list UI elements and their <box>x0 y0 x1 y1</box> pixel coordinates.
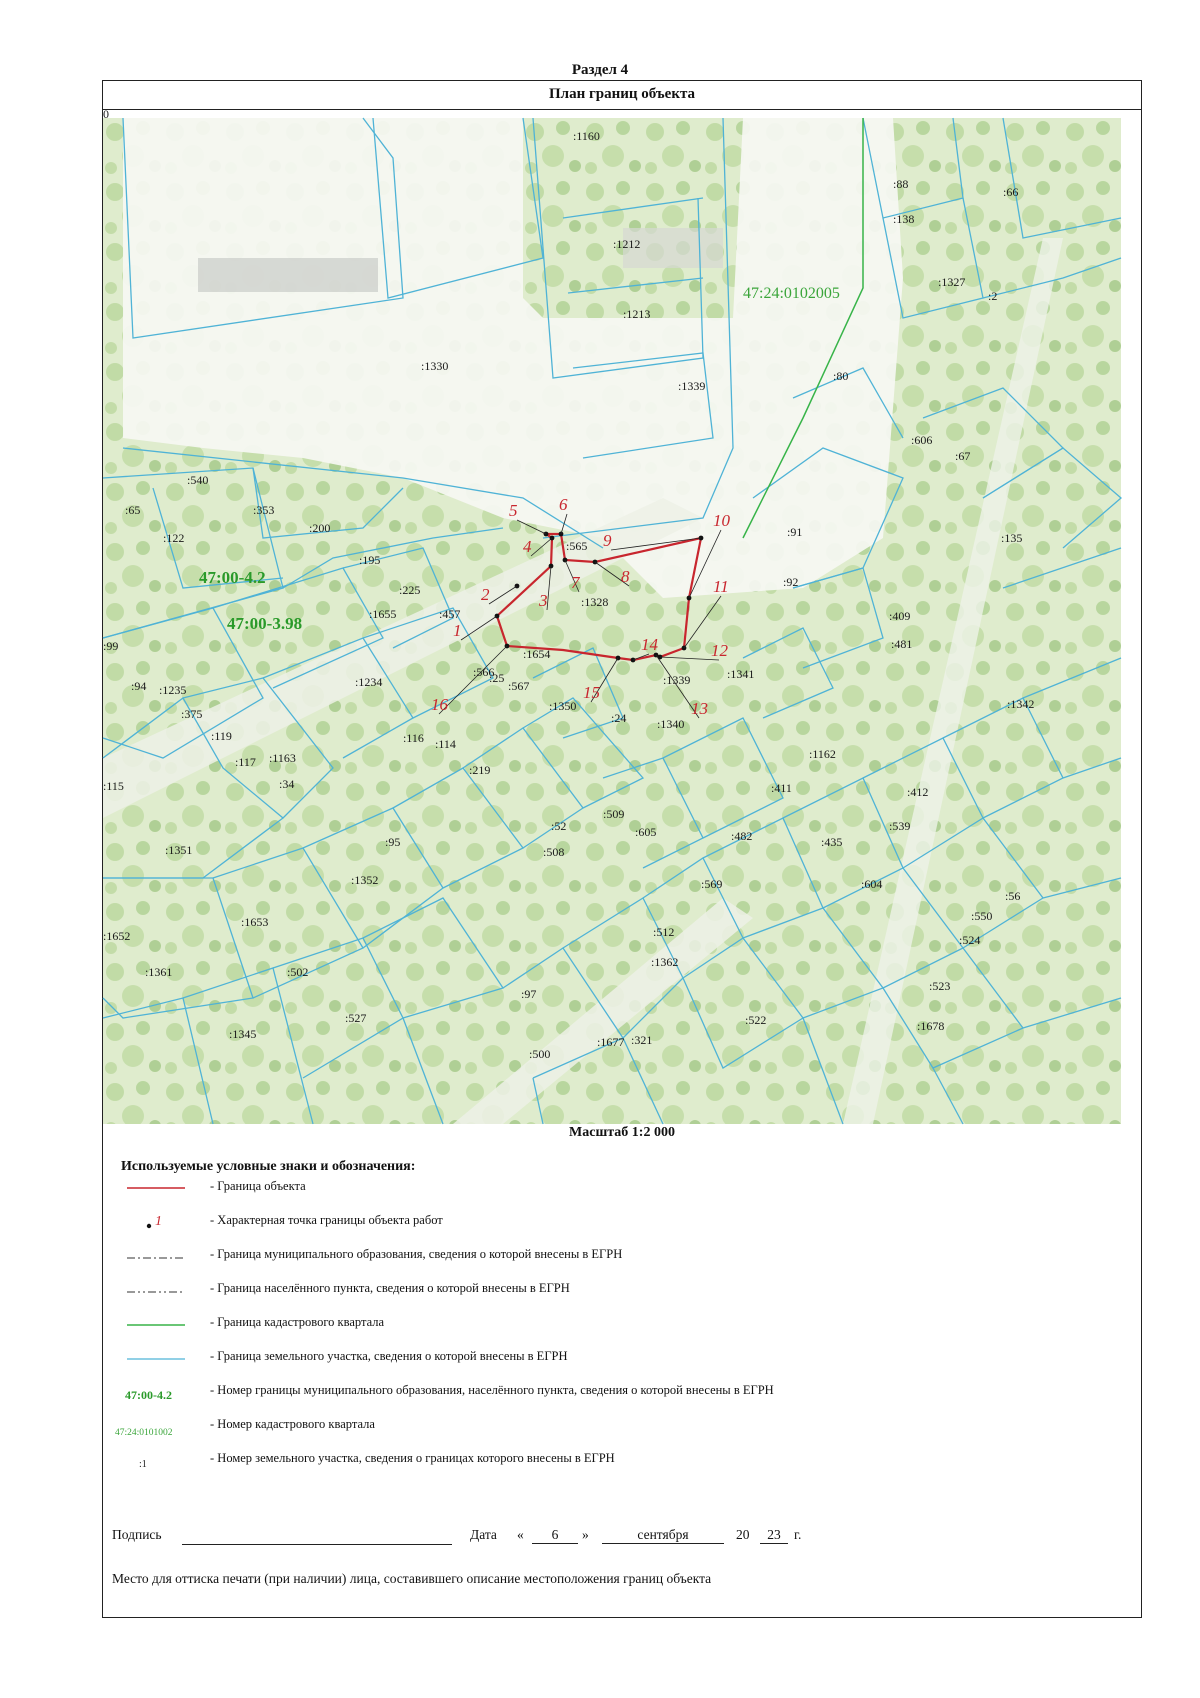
signature-field[interactable] <box>182 1527 452 1545</box>
parcel-number-label: :24 <box>611 711 627 725</box>
parcel-number-label: :482 <box>731 829 753 843</box>
parcel-number-label: :1345 <box>229 1027 257 1041</box>
date-open-quote: « <box>517 1527 524 1542</box>
block-number-symbol <box>113 1411 203 1441</box>
parcel-number-label: :2 <box>988 289 998 303</box>
map-scale: Масштаб 1:2 000 <box>569 1125 675 1140</box>
point-number-label: 3 <box>539 591 548 610</box>
parcel-number-label: :375 <box>181 707 203 721</box>
parcel-number-label: :1351 <box>165 843 193 857</box>
legend-item-block-boundary <box>113 1309 1113 1339</box>
parcel-number-label: :540 <box>187 473 209 487</box>
parcel-number-label: :219 <box>469 763 491 777</box>
parcel-number-label: :411 <box>771 781 792 795</box>
parcel-number-label: :1162 <box>809 747 836 761</box>
point-number-label: 8 <box>621 567 630 586</box>
parcel-number-label: :604 <box>861 877 883 891</box>
parcel-number-label: :527 <box>345 1011 367 1025</box>
parcel-number-label: :65 <box>125 503 141 517</box>
parcel-number-label: :122 <box>163 531 185 545</box>
parcel-number-label: :34 <box>279 777 295 791</box>
legend-item-municipal-boundary <box>113 1241 1113 1271</box>
parcel-number-label: :321 <box>631 1033 653 1047</box>
parcel-number-label: :457 <box>439 607 461 621</box>
symbol-text: 47:24:0101002 <box>115 1428 173 1438</box>
date-year-prefix: 20 <box>736 1527 750 1542</box>
symbol-text: 47:00-4.2 <box>125 1388 172 1402</box>
parcel-number-label: :138 <box>893 212 915 226</box>
parcel-number-label: :606 <box>911 433 933 447</box>
parcel-number-label: :412 <box>907 785 929 799</box>
point-number-label: 2 <box>481 585 490 604</box>
parcel-number-label: :25 <box>489 671 505 685</box>
parcel-number-label: :94 <box>131 679 147 693</box>
parcel-number-label: :1350 <box>549 699 577 713</box>
parcel-number-label: :225 <box>399 583 421 597</box>
parcel-number-label: :508 <box>543 845 565 859</box>
seal-text: Место для оттиска печати (при наличии) лица, составившего описание местоположения границ объекта <box>112 1571 712 1586</box>
legend-item-block-number <box>113 1411 1113 1441</box>
dash-dot-line-icon <box>113 1241 203 1271</box>
point-number-label: 15 <box>583 683 600 702</box>
legend-text: - Граница земельного участка, сведения о которой внесены в ЕГРН <box>210 1349 568 1363</box>
parcel-number-label: :1361 <box>145 965 173 979</box>
point-number-label: 1 <box>453 621 462 640</box>
parcel-number-label: :1678 <box>917 1019 945 1033</box>
parcel-number-label: :135 <box>1001 531 1023 545</box>
legend-text: - Граница объекта <box>210 1179 306 1193</box>
parcel-number-label: :99 <box>103 639 119 653</box>
parcel-number-label: :353 <box>253 503 275 517</box>
red-line-icon <box>113 1173 203 1203</box>
point-number-label: 6 <box>559 495 568 514</box>
legend-item-parcel-number <box>113 1445 1113 1475</box>
legend-text: - Номер земельного участка, сведения о границах которого внесены в ЕГРН <box>210 1451 615 1465</box>
parcel-number-label: :56 <box>1005 889 1021 903</box>
boundary-number-symbol <box>113 1377 203 1407</box>
parcel-number-label: :550 <box>971 909 993 923</box>
plan-frame <box>102 80 1142 1618</box>
parcel-number-label: :565 <box>566 539 588 553</box>
parcel-number-label: :1652 <box>103 929 131 943</box>
parcel-number-label: :1327 <box>938 275 966 289</box>
parcel-number-label: :1655 <box>369 607 397 621</box>
parcel-number-label: :1654 <box>523 647 551 661</box>
parcel-number-label: :1328 <box>581 595 609 609</box>
green-line-icon <box>113 1309 203 1339</box>
cadastral-block-label: 47:24:0102005 <box>743 285 840 302</box>
parcel-number-label: :1163 <box>269 751 296 765</box>
parcel-number-label: :502 <box>287 965 309 979</box>
legend-item-boundary-number <box>113 1377 1113 1407</box>
blue-line-icon <box>113 1343 203 1373</box>
parcel-number-label: :435 <box>821 835 843 849</box>
boundary-number-label: 47:00-3.98 <box>227 614 303 633</box>
parcel-number-label: :481 <box>891 637 913 651</box>
parcel-number-label: :1362 <box>651 955 679 969</box>
parcel-number-label: :539 <box>889 819 911 833</box>
parcel-number-label: :1653 <box>241 915 269 929</box>
parcel-number-label: :95 <box>385 835 401 849</box>
point-number-label: 13 <box>691 699 708 718</box>
legend-text: - Граница муниципального образования, сведения о которой внесены в ЕГРН <box>210 1247 623 1261</box>
signature-label: Подпись <box>112 1527 162 1542</box>
parcel-number-label: :117 <box>235 755 256 769</box>
legend-item-parcel-boundary <box>113 1343 1113 1373</box>
parcel-number-label: :91 <box>787 525 803 539</box>
parcel-number-label: :97 <box>521 987 537 1001</box>
parcel-number-label: :80 <box>833 369 849 383</box>
parcel-number-label: :1341 <box>727 667 755 681</box>
legend-text: - Граница кадастрового квартала <box>210 1315 385 1329</box>
parcel-number-label: :88 <box>893 177 909 191</box>
building <box>198 258 378 292</box>
parcel-number-label: :569 <box>701 877 723 891</box>
legend-title: Используемые условные знаки и обозначения: <box>121 1159 416 1174</box>
parcel-number-label: :1235 <box>159 683 187 697</box>
parcel-number-label: :195 <box>359 553 381 567</box>
section-title: Раздел 4 <box>571 62 629 78</box>
parcel-number-symbol <box>113 1445 203 1475</box>
parcel-number-label: :119 <box>211 729 232 743</box>
dash-dot-line-icon <box>113 1275 203 1305</box>
legend-item-object-boundary <box>113 1173 1113 1203</box>
plan-title: План границ объекта <box>103 81 1141 110</box>
parcel-number-label: :1352 <box>351 873 379 887</box>
parcel-number-label: :114 <box>435 737 456 751</box>
parcel-number-label: :1339 <box>663 673 691 687</box>
point-number-label: 12 <box>711 641 728 660</box>
parcel-number-label: :1677 <box>597 1035 625 1049</box>
date-label: Дата <box>470 1527 497 1542</box>
legend-text: - Граница населённого пункта, сведения о которой внесены в ЕГРН <box>210 1281 570 1295</box>
parcel-number-label: :409 <box>889 609 911 623</box>
parcel-number-label: :1212 <box>613 237 641 251</box>
parcel-number-label: :66 <box>1003 185 1019 199</box>
parcel-number-label: :500 <box>529 1047 551 1061</box>
parcel-number-label: :1234 <box>355 675 383 689</box>
legend-text: - Номер кадастрового квартала <box>210 1417 375 1431</box>
parcel-number-label: 0 <box>103 107 109 121</box>
parcel-number-label: :1339 <box>678 379 706 393</box>
parcel-number-label: :67 <box>955 449 971 463</box>
date-year-suffix: г. <box>794 1527 802 1542</box>
symbol-text: :1 <box>139 1459 147 1470</box>
parcel-number-label: :524 <box>959 933 981 947</box>
point-number-label: 16 <box>431 695 448 714</box>
parcel-number-label: :512 <box>653 925 675 939</box>
date-close-quote: » <box>582 1527 589 1542</box>
boundary-number-label: 47:00-4.2 <box>199 568 266 587</box>
point-number-label: 7 <box>571 573 580 592</box>
date-month[interactable]: сентября <box>602 1527 724 1544</box>
legend-item-point <box>113 1207 1113 1237</box>
point-number-label: 11 <box>713 577 729 596</box>
parcel-number-label: :522 <box>745 1013 767 1027</box>
parcel-number-label: :1342 <box>1007 697 1035 711</box>
parcel-number-label: :1330 <box>421 359 449 373</box>
point-number-label: 10 <box>713 511 730 530</box>
point-number-label: 5 <box>509 501 518 520</box>
legend-text: - Номер границы муниципального образования, населённого пункта, сведения о которой внесены в ЕГРН <box>210 1383 774 1397</box>
parcel-number-label: :567 <box>508 679 530 693</box>
parcel-number-label: :92 <box>783 575 799 589</box>
point-number-label: 9 <box>603 531 612 550</box>
point-symbol-text: 1 <box>155 1214 162 1229</box>
point-icon <box>113 1207 203 1237</box>
parcel-number-label: :116 <box>403 731 424 745</box>
date-year[interactable]: 23 <box>760 1527 788 1544</box>
date-day[interactable]: 6 <box>532 1527 578 1544</box>
legend-text: - Характерная точка границы объекта работ <box>210 1213 443 1227</box>
parcel-number-label: :1213 <box>623 307 651 321</box>
parcel-number-label: :566 <box>473 665 495 679</box>
point-number-label: 4 <box>523 537 532 556</box>
point-number-label: 14 <box>641 635 658 654</box>
cadastral-map[interactable] <box>103 107 1121 1124</box>
parcel-number-label: :523 <box>929 979 951 993</box>
parcel-number-label: :200 <box>309 521 331 535</box>
parcel-number-label: :1160 <box>573 129 600 143</box>
parcel-number-label: :1340 <box>657 717 685 731</box>
parcel-number-label: :509 <box>603 807 625 821</box>
parcel-number-label: :52 <box>551 819 567 833</box>
parcel-number-label: :605 <box>635 825 657 839</box>
map-canvas <box>103 107 1121 1124</box>
parcel-number-label: :115 <box>103 779 124 793</box>
legend-item-settlement-boundary <box>113 1275 1113 1305</box>
